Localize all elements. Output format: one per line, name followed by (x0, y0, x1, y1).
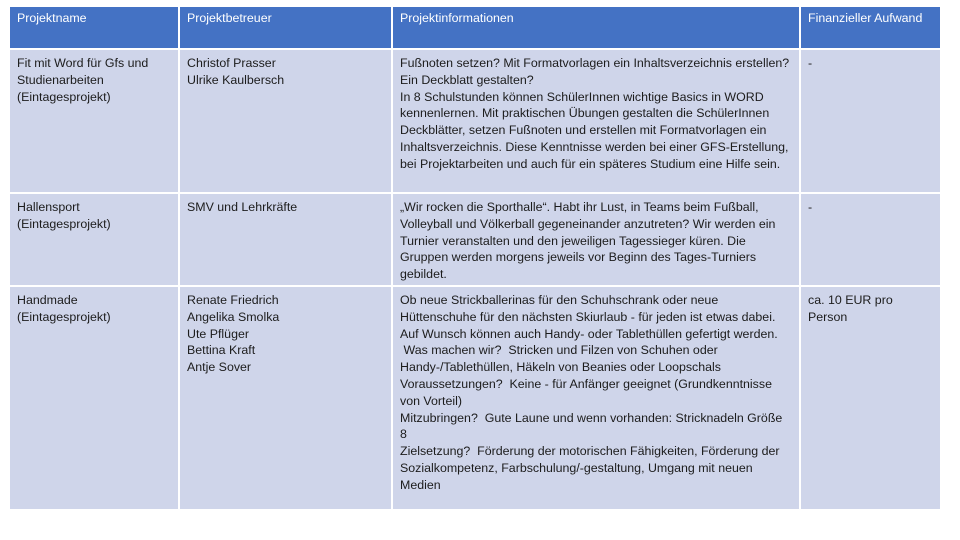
header-finanzieller-aufwand: Finanzieller Aufwand (800, 6, 941, 49)
project-table (8, 5, 942, 511)
info-paragraph: Was machen wir? Stricken und Filzen von Schuhen oder Handy-/Tablethüllen, Häkeln von Beanies oder Loopschals (400, 343, 722, 375)
supervisors-cell (179, 193, 392, 286)
cost-cell (800, 286, 941, 510)
project-info-cell (392, 49, 800, 193)
info-paragraph: Fußnoten setzen? Mit Formatvorlagen ein Inhaltsverzeichnis erstellen? Ein Deckblatt gestalten? (400, 56, 793, 87)
supervisors-cell (179, 286, 392, 510)
project-info-cell (392, 286, 800, 510)
info-paragraph: In 8 Schulstunden können SchülerInnen wichtige Basics in WORD kennenlernen. Mit praktischen Übungen gestalten die SchülerInnen Deckblätter, setzen Fußnoten und erstellen mit Formatvorlagen ein Inhaltsverzeichnis. Diese Kenntnisse werden bei einer GFS-Erstellung, bei Projektarbeiten und auch für ein späteres Studium eine Hilfe sein. (400, 89, 792, 171)
info-paragraph: Zielsetzung? Förderung der motorischen Fähigkeiten, Förderung der Sozialkompetenz, Farbschulung/-gestaltung, Umgang mit neuen Medien (400, 444, 783, 492)
project-name: Hallensport (17, 200, 80, 214)
project-info-cell (392, 193, 800, 286)
header-projektbetreuer: Projektbetreuer (179, 6, 392, 49)
project-table-container (8, 5, 940, 511)
supervisor: Bettina Kraft (187, 343, 256, 358)
table-row (9, 193, 941, 286)
project-name: Fit mit Word für Gfs und Studienarbeiten (17, 56, 152, 87)
cost-cell (800, 193, 941, 286)
info-paragraph: Ob neue Strickballerinas für den Schuhschrank oder neue Hüttenschuhe für den nächsten Skiurlaub - für jeden ist etwas dabei. Auf Wunsch können auch Handy- oder Tablethüllen gefertigt werden. (400, 292, 779, 341)
info-paragraph: „Wir rocken die Sporthalle“. Habt ihr Lust, in Teams beim Fußball, Volleyball und Völkerball gegeneinander anzutreten? Wir werden ein Turnier veranstalten und den jeweiligen Tagessieger küren. Die Gruppen werden morgens jeweils vor Beginn des Tages-Turniers gebildet. (400, 200, 779, 282)
project-name-cell (9, 193, 179, 286)
project-name-cell (9, 286, 179, 510)
supervisor: Ulrike Kaulbersch (187, 72, 285, 87)
project-name: Handmade (17, 292, 78, 307)
table-row (9, 286, 941, 510)
cost-value: ca. 10 EUR pro Person (808, 292, 897, 324)
header-row (9, 6, 941, 49)
supervisor: Ute Pflüger (187, 326, 249, 341)
header-projektname: Projektname (9, 6, 179, 49)
cost-value: - (808, 200, 813, 214)
info-paragraph: Mitzubringen? Gute Laune und wenn vorhanden: Stricknadeln Größe 8 (400, 410, 786, 442)
supervisor: Antje Sover (187, 360, 252, 375)
supervisors-cell (179, 49, 392, 193)
supervisor: SMV und Lehrkräfte (187, 200, 298, 214)
supervisor: Christof Prasser (187, 56, 276, 70)
project-type: (Eintagesprojekt) (17, 89, 111, 104)
info-paragraph: Voraussetzungen? Keine - für Anfänger geeignet (Grundkenntnisse von Vorteil) (400, 376, 776, 408)
project-name-cell (9, 49, 179, 193)
supervisor: Renate Friedrich (187, 292, 279, 307)
project-type: (Eintagesprojekt) (17, 309, 111, 324)
cost-cell (800, 49, 941, 193)
project-type: (Eintagesprojekt) (17, 216, 111, 231)
table-row (9, 49, 941, 193)
header-projektinformationen: Projektinformationen (392, 6, 800, 49)
supervisor: Angelika Smolka (187, 309, 280, 324)
cost-value: - (808, 56, 813, 70)
